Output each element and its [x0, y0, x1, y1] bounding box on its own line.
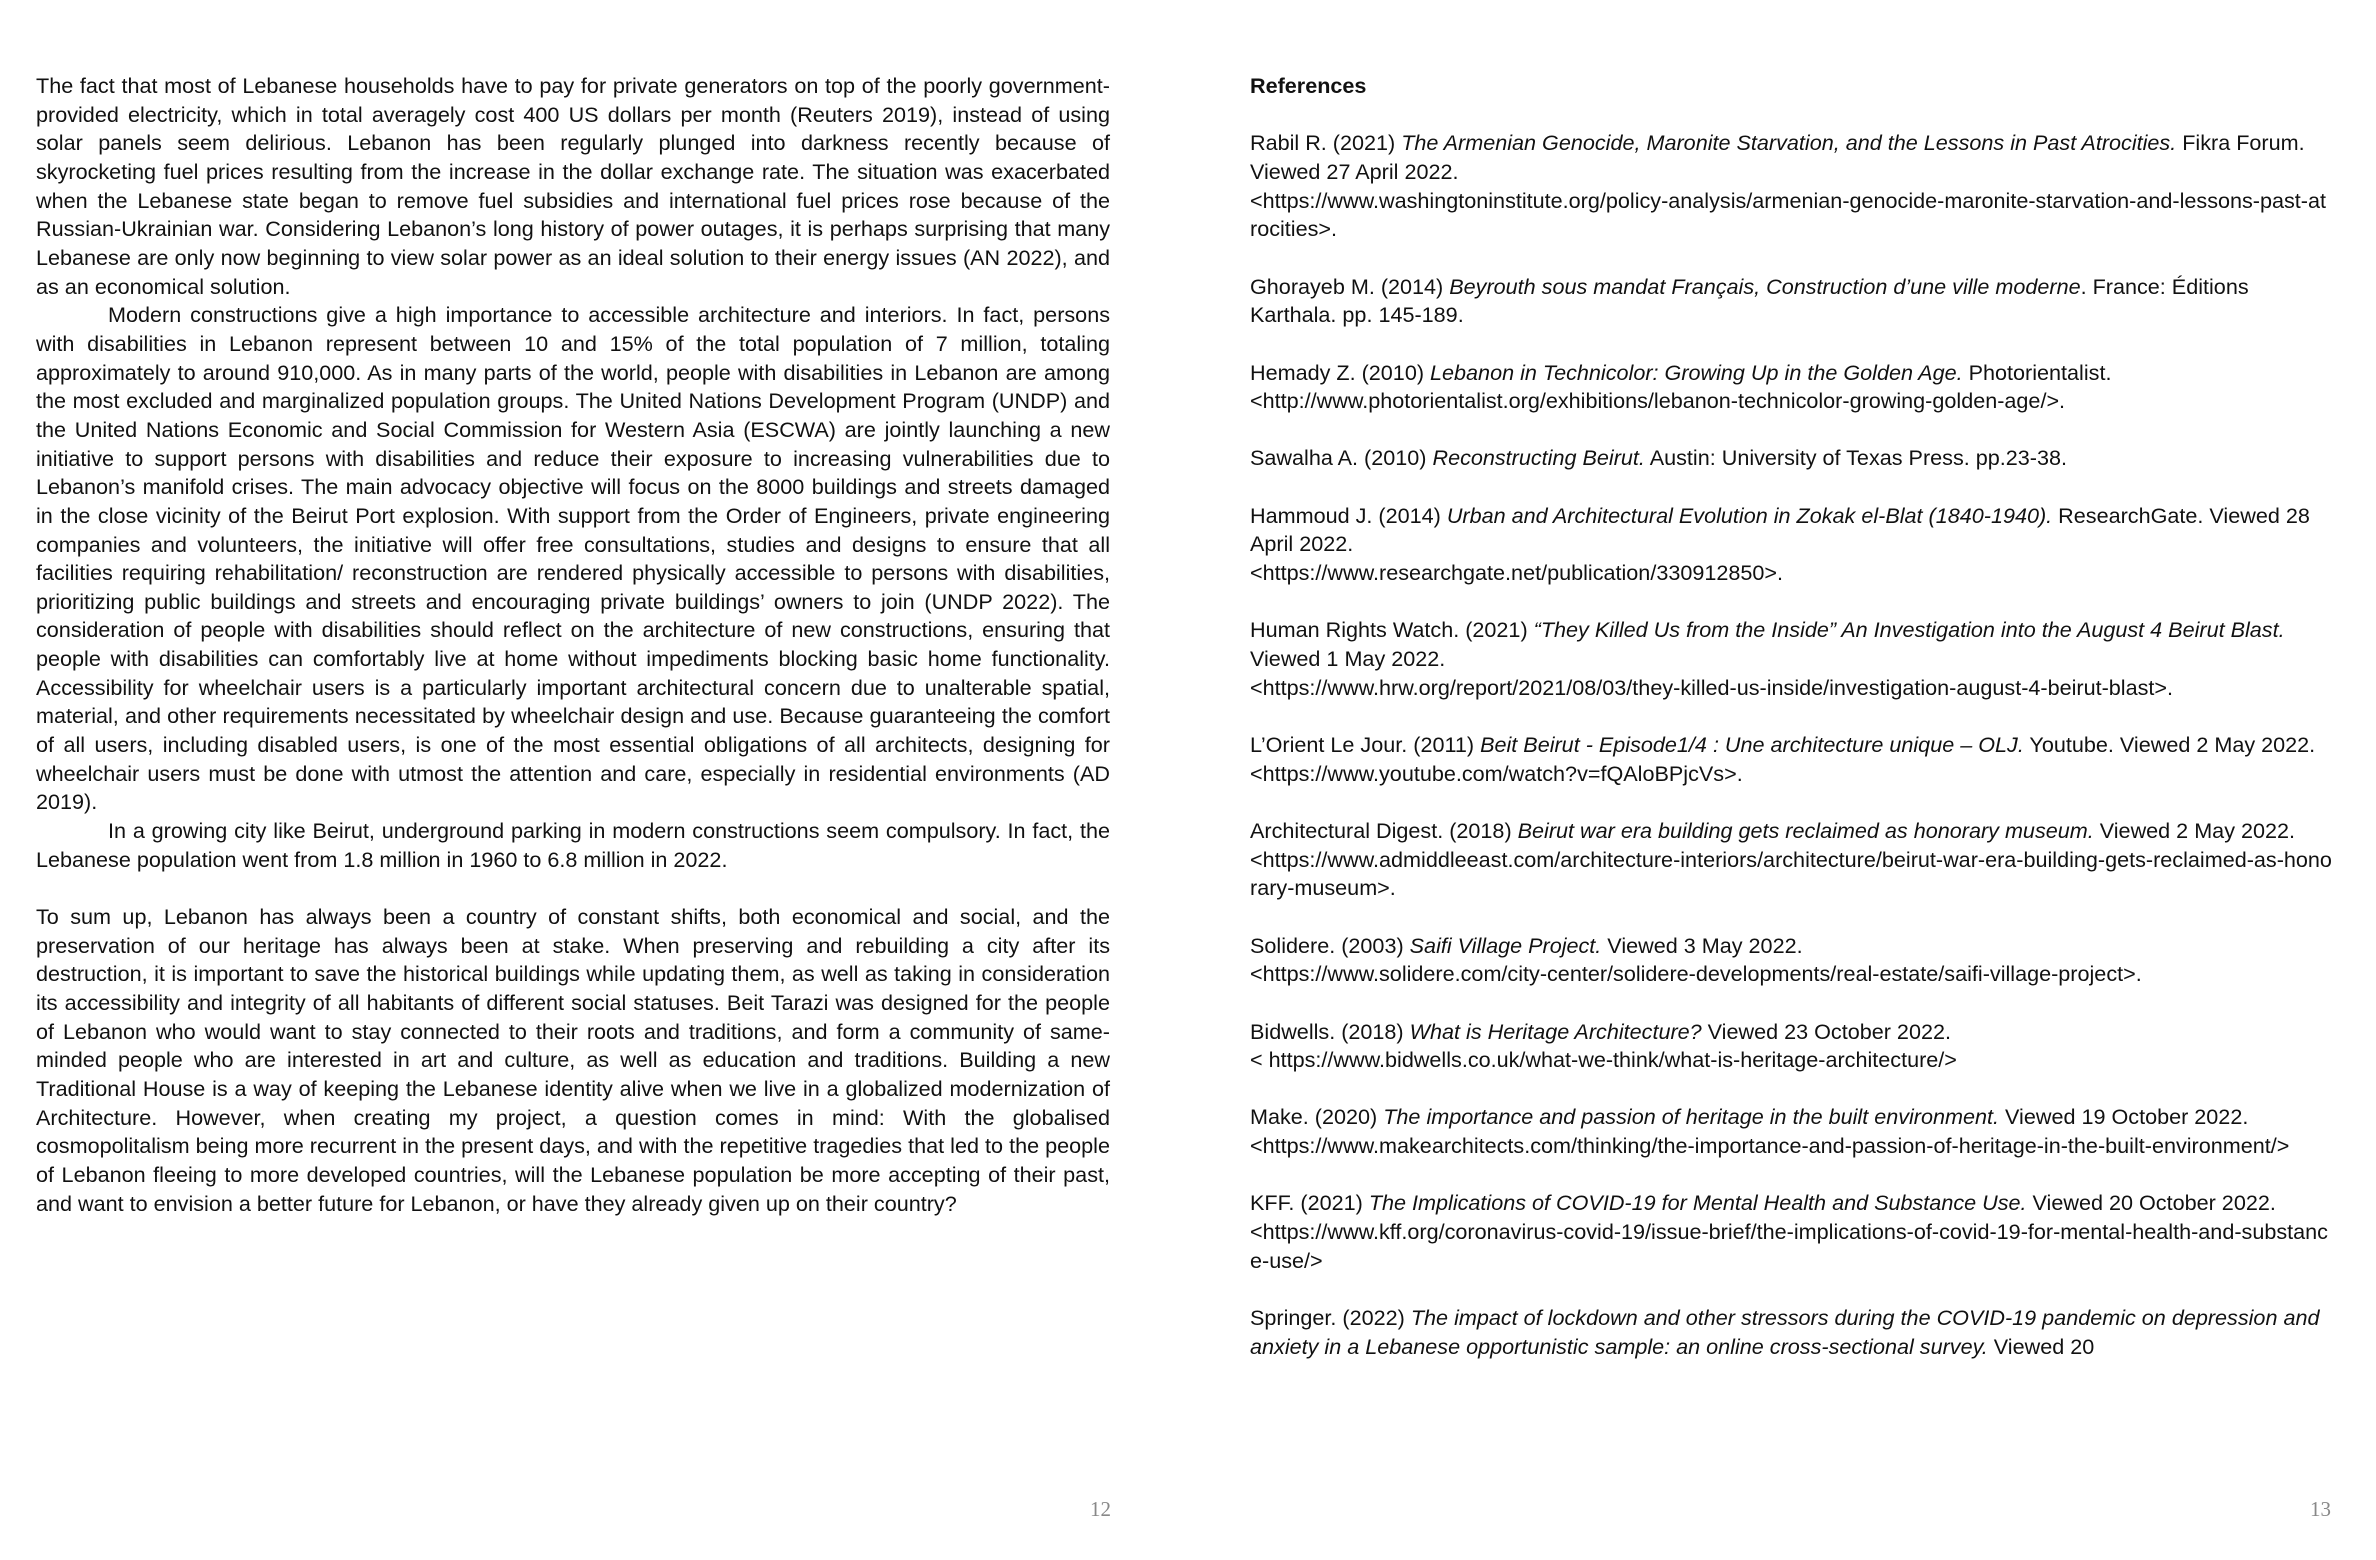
page-number-left: 12	[1090, 1497, 1111, 1521]
reference-author: Solidere. (2003)	[1250, 932, 1410, 958]
references-heading: References	[1250, 73, 1367, 98]
reference-author: L’Orient Le Jour. (2011)	[1250, 731, 1481, 757]
reference-details: Viewed 1 May 2022.	[1250, 646, 1446, 672]
right-page	[1188, 0, 2376, 1560]
reference-author: Sawalha A. (2010)	[1250, 445, 1433, 471]
reference-title: The importance and passion of heritage in the built environment.	[1383, 1104, 2000, 1130]
reference-title: The Armenian Genocide, Maronite Starvation, and the Lessons in Past Atrocities.	[1401, 130, 2177, 156]
reference-url[interactable]: <https://www.youtube.com/watch?v=fQAloBPjcVs>.	[1250, 760, 1743, 786]
reference-title: Lebanon in Technicolor: Growing Up in the Golden Age.	[1430, 359, 1963, 385]
reference-entry	[1250, 444, 2332, 473]
reference-details: Viewed 2 May 2022.	[2093, 817, 2296, 843]
reference-details: Viewed 20	[1987, 1333, 2095, 1359]
reference-entry	[1250, 731, 2332, 788]
reference-details: Fikra Forum. Viewed 27 April 2022.	[1250, 130, 2305, 184]
reference-url[interactable]: <https://www.kff.org/coronavirus-covid-19/issue-brief/the-implications-of-covid-19-for-mental-health-and-substance-use/>	[1250, 1219, 2328, 1273]
paragraph-parking: In a growing city like Beirut, underground parking in modern constructions seem compulsory. In fact, the Lebanese population went from 1.8 million in 1960 to 6.8 million in 2022.	[36, 818, 1110, 872]
reference-url[interactable]: <https://www.researchgate.net/publication/330912850>.	[1250, 560, 1784, 586]
reference-author: Hemady Z. (2010)	[1250, 359, 1431, 385]
reference-author: Hammoud J. (2014)	[1250, 502, 1447, 528]
reference-details: Youtube. Viewed 2 May 2022.	[2023, 731, 2316, 757]
reference-entry	[1250, 359, 2332, 416]
reference-title: “They Killed Us from the Inside” An Investigation into the August 4 Beirut Blast.	[1533, 617, 2285, 643]
reference-url[interactable]: <https://www.makearchitects.com/thinking/the-importance-and-passion-of-heritage-in-the-built-environment/>	[1250, 1133, 2290, 1159]
body-text	[36, 72, 1110, 1218]
reference-entry	[1250, 1018, 2332, 1075]
reference-author: Architectural Digest. (2018)	[1250, 817, 1518, 843]
reference-entry	[1250, 129, 2332, 244]
reference-author: Springer. (2022)	[1250, 1305, 1411, 1331]
reference-title: Reconstructing Beirut.	[1432, 445, 1645, 471]
reference-details: ResearchGate. Viewed 28 April 2022.	[1250, 502, 2310, 557]
reference-url[interactable]: <http://www.photorientalist.org/exhibitions/lebanon-technicolor-growing-golden-age/>.	[1250, 388, 2066, 414]
reference-title: Beit Beirut - Episode1/4 : Une architecture unique – OLJ.	[1480, 731, 2024, 757]
reference-author: Rabil R. (2021)	[1250, 130, 1402, 156]
reference-title: The impact of lockdown and other stressors during the COVID-19 pandemic on depression and anxiety in a Lebanese opportunistic sample: an online cross-sectional survey.	[1250, 1305, 2320, 1359]
reference-title: The Implications of COVID-19 for Mental Health and Substance Use.	[1368, 1190, 2027, 1216]
paragraph-accessibility: Modern constructions give a high importance to accessible architecture and interiors. In fact, persons with disabilities in Lebanon represent between 10 and 15% of the total population of 7 million, totaling approximately to around 910,000. As in many parts of the world, people with disabilities in Lebanon are among the most excluded and marginalized population groups. The United Nations Development Program (UNDP) and the United Nations Economic and Social Commission for Western Asia (ESCWA) are jointly launching a new initiative to support persons with disabilities and reduce their exposure to increasing vulnerabilities due to Lebanon’s manifold crises. The main advocacy objective will focus on the 8000 buildings and streets damaged in the close vicinity of the Beirut Port explosion. With support from the Order of Engineers, private engineering companies and volunteers, the initiative will offer free consultations, studies and designs to ensure that all facilities requiring rehabilitation/ reconstruction are rendered physically accessible to persons with disabilities, prioritizing public buildings and streets and encouraging private buildings’ owners to join (UNDP 2022). The consideration of people with disabilities should reflect on the architecture of new constructions, ensuring that people with disabilities can comfortably live at home without impediments blocking basic home functionality. Accessibility for wheelchair users is a particularly important architectural concern due to unalterable spatial, material, and other requirements necessitated by wheelchair design and use. Because guaranteeing the comfort of all users, including disabled users, is one of the most essential obligations of all architects, designing for wheelchair users must be done with utmost the attention and care, especially in residential environments (AD 2019).	[36, 302, 1110, 815]
reference-title: Saifi Village Project.	[1409, 932, 1602, 958]
reference-details: Viewed 20 October 2022.	[2026, 1190, 2276, 1216]
reference-details: Austin: University of Texas Press. pp.23-38.	[1644, 445, 2067, 471]
reference-entry	[1250, 1103, 2332, 1160]
paragraph-solar-power: The fact that most of Lebanese households have to pay for private generators on top of the poorly government-provided electricity, which in total averagely cost 400 US dollars per month (Reuters 2019), instead of using solar panels seem delirious. Lebanon has been regularly plunged into darkness recently because of skyrocketing fuel prices resulting from the increase in the dollar exchange rate. The situation was exacerbated when the Lebanese state began to remove fuel subsidies and international fuel prices rose because of the Russian-Ukrainian war. Considering Lebanon’s long history of power outages, it is perhaps surprising that many Lebanese are only now beginning to view solar power as an ideal solution to their energy issues (AN 2022), and as an economical solution.	[36, 73, 1110, 299]
reference-author: KFF. (2021)	[1250, 1190, 1369, 1216]
reference-title: Urban and Architectural Evolution in Zokak el-Blat (1840-1940).	[1446, 502, 2053, 528]
reference-author: Human Rights Watch. (2021)	[1250, 617, 1534, 643]
reference-title: Beyrouth sous mandat Français, Construction d’une ville moderne	[1449, 273, 2081, 299]
reference-author: Make. (2020)	[1250, 1104, 1384, 1130]
reference-entry	[1250, 273, 2332, 330]
reference-url[interactable]: <https://www.washingtoninstitute.org/policy-analysis/armenian-genocide-maronite-starvation-and-lessons-past-atrocities>.	[1250, 187, 2327, 242]
reference-author: Ghorayeb M. (2014)	[1250, 273, 1450, 299]
reference-entry	[1250, 616, 2332, 702]
reference-details: Viewed 23 October 2022.	[1701, 1018, 1951, 1044]
references-section	[1250, 72, 2332, 1390]
reference-entry	[1250, 817, 2332, 903]
reference-url[interactable]: < https://www.bidwells.co.uk/what-we-think/what-is-heritage-architecture/>	[1250, 1047, 1957, 1073]
reference-url[interactable]: <https://www.hrw.org/report/2021/08/03/they-killed-us-inside/investigation-august-4-beirut-blast>.	[1250, 674, 2174, 700]
reference-url[interactable]: <https://www.admiddleeast.com/architecture-interiors/architecture/beirut-war-era-building-gets-reclaimed-as-honorary-museum>.	[1250, 846, 2332, 901]
reference-entry	[1250, 1189, 2332, 1275]
reference-title: Beirut war era building gets reclaimed as honorary museum.	[1517, 817, 2094, 843]
reference-details: Viewed 19 October 2022.	[1999, 1104, 2249, 1130]
reference-author: Bidwells. (2018)	[1250, 1018, 1410, 1044]
reference-entry	[1250, 502, 2332, 588]
reference-details: . France: Éditions Karthala. pp. 145-189.	[1250, 273, 2249, 328]
reference-details: Photorientalist.	[1962, 359, 2112, 385]
paragraph-conclusion: To sum up, Lebanon has always been a country of constant shifts, both economical and social, and the preservation of our heritage has always been at stake. When preserving and rebuilding a city after its destruction, it is important to save the historical buildings while updating them, as well as taking in consideration its accessibility and integrity of all habitants of different social statuses. Beit Tarazi was designed for the people of Lebanon who would want to stay connected to their roots and traditions, and form a community of same-minded people who are interested in art and culture, as well as education and traditions. Building a new Traditional House is a way of keeping the Lebanese identity alive when we live in a globalized modernization of Architecture. However, when creating my project, a question comes in mind: With the globalised cosmopolitalism being more recurrent in the present days, and with the repetitive tragedies that led to the people of Lebanon fleeing to more developed countries, will the Lebanese population be more accepting of their past, and want to envision a better future for Lebanon, or have they already given up on their country?	[36, 904, 1110, 1216]
page-number-right: 13	[2310, 1497, 2331, 1521]
reference-details: Viewed 3 May 2022.	[1601, 932, 1803, 958]
reference-entry	[1250, 1304, 2332, 1361]
reference-url[interactable]: <https://www.solidere.com/city-center/solidere-developments/real-estate/saifi-village-project>.	[1250, 961, 2142, 987]
reference-entry	[1250, 932, 2332, 989]
reference-title: What is Heritage Architecture?	[1409, 1018, 1702, 1044]
